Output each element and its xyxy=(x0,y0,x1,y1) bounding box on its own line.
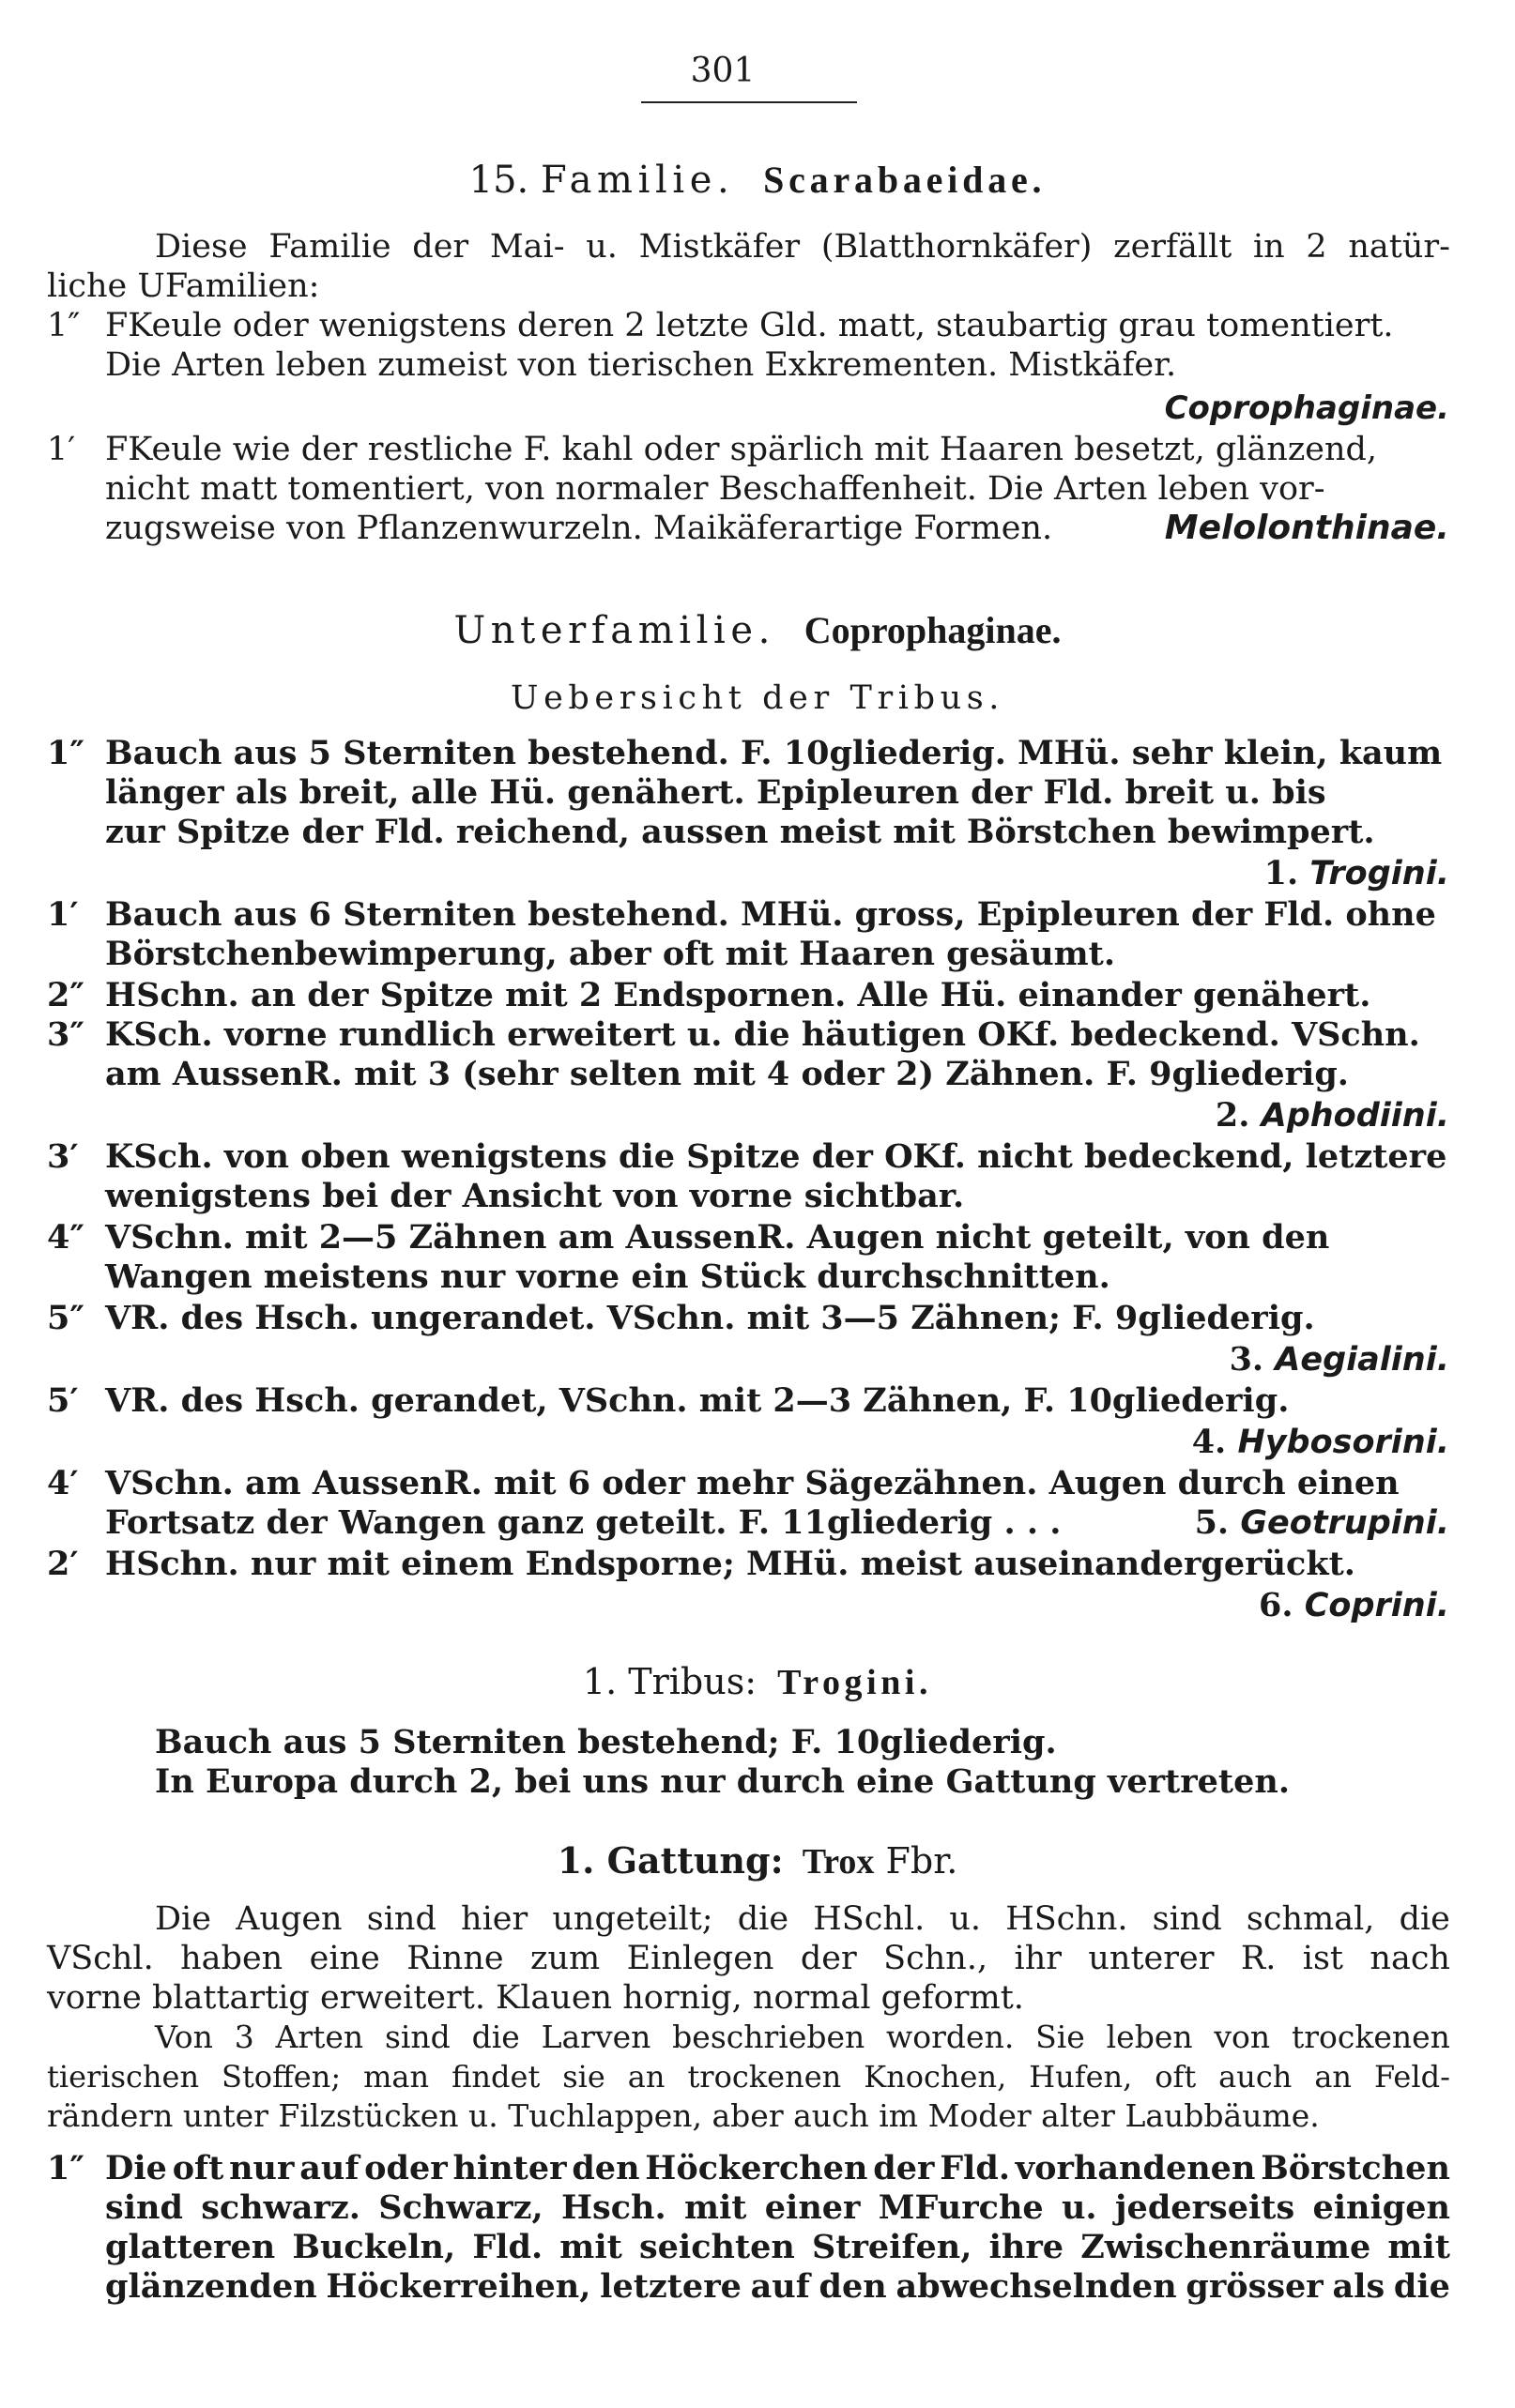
word: der xyxy=(412,228,469,266)
tribe-key-1-result-number: 1. xyxy=(1263,854,1299,892)
species-key-line-4 xyxy=(105,2267,1450,2307)
tribe-key-5-line-2: wenigstens bei der Ansicht von vorne sichtbar. xyxy=(105,1177,965,1215)
family-heading-prefix: 15. xyxy=(468,159,529,202)
family-key-2-result: Melolonthinae. xyxy=(1164,509,1449,547)
tribe-key-5-number: 3′ xyxy=(47,1137,79,1176)
word: grösser xyxy=(1186,2267,1324,2306)
tribe-key-1-result xyxy=(1264,854,1449,893)
tribe-key-2-line-2: Börstchenbewimperung, aber oft mit Haaren gesäumt. xyxy=(105,935,1116,973)
tribe-key-10-result xyxy=(1259,1586,1449,1625)
genus-text-line-4 xyxy=(155,2018,1450,2057)
family-key-2-line-3: zugsweise von Pflanzenwurzeln. Maikäferartige Formen. xyxy=(105,510,1053,547)
word: haben xyxy=(180,1940,283,1977)
word: eine xyxy=(309,1940,380,1977)
family-key-2-line-2: nicht matt tomentiert, von normaler Beschaffenheit. Die Arten leben vor- xyxy=(105,470,1325,508)
word: Fld. xyxy=(472,2228,543,2266)
word: HSchl. xyxy=(813,1900,926,1938)
word: Familie xyxy=(268,228,391,266)
tribe-key-2-line-1: Bauch aus 6 Sterniten bestehend. MHü. gross, Epipleuren der Fld. ohne xyxy=(105,895,1436,934)
word: den xyxy=(572,2149,640,2187)
word: MFurche xyxy=(878,2188,1044,2227)
family-intro-line-2: liche UFamilien: xyxy=(47,267,320,305)
word: von xyxy=(1214,2019,1271,2055)
word: natür- xyxy=(1348,228,1450,266)
family-heading-word: Familie. xyxy=(540,159,735,202)
word: Buckeln, xyxy=(292,2228,456,2266)
word: an xyxy=(627,2059,666,2095)
word: zerfällt xyxy=(1113,228,1232,266)
word: Höckerchen xyxy=(645,2149,868,2187)
word: 3 xyxy=(234,2019,254,2055)
word: nur xyxy=(229,2149,295,2187)
species-key-number: 1″ xyxy=(47,2149,84,2187)
tribe-key-8-result-number: 4. xyxy=(1191,1423,1227,1461)
tribe-key-7-result-name: Aegialini. xyxy=(1275,1341,1449,1379)
word: ihre xyxy=(988,2228,1064,2266)
word: mit xyxy=(559,2228,622,2266)
tribe-key-1-number: 1″ xyxy=(47,734,84,772)
word: u. xyxy=(949,1900,982,1938)
tribe-text-line-2: In Europa durch 2, bei uns nur durch eine Gattung vertreten. xyxy=(155,1762,1291,1801)
tribe-key-8-line-1: VR. des Hsch. gerandet, VSchn. mit 2—3 Zähnen, F. 10gliederig. xyxy=(105,1381,1290,1420)
tribe-key-7-number: 5″ xyxy=(47,1299,84,1337)
word: schwarz. xyxy=(201,2188,360,2227)
family-key-1-result: Coprophaginae. xyxy=(1164,389,1449,427)
genus-heading-name: Trox xyxy=(802,1842,875,1882)
word: Streifen, xyxy=(812,2228,972,2266)
word: unterer xyxy=(1088,1940,1215,1977)
genus-text-line-2 xyxy=(47,1939,1450,1978)
word: sind xyxy=(366,1900,436,1938)
word: abwechselnden xyxy=(895,2267,1177,2306)
tribe-key-1-result-name: Trogini. xyxy=(1309,855,1449,892)
word: ist xyxy=(1302,1940,1343,1977)
family-key-1-line-2: Die Arten leben zumeist von tierischen Exkrementen. Mistkäfer. xyxy=(105,346,1177,384)
word: jederseits xyxy=(1114,2188,1295,2227)
tribe-key-9-line-1: VSchn. am AussenR. mit 6 oder mehr Sägezähnen. Augen durch einen xyxy=(105,1464,1400,1502)
word: letztere xyxy=(600,2267,742,2306)
word: Feld- xyxy=(1373,2059,1450,2095)
word: vorhandenen xyxy=(1015,2149,1256,2187)
word: u. xyxy=(1061,2188,1097,2227)
tribes-overview-title: Uebersicht der Tribus. xyxy=(510,679,1005,717)
word: der xyxy=(800,1940,857,1977)
family-heading-name: Scarabaeidae. xyxy=(763,159,1047,201)
word: Sie xyxy=(1035,2019,1085,2055)
word: 2 xyxy=(1306,228,1327,266)
word: sie xyxy=(562,2059,605,2095)
tribe-key-9-result xyxy=(1195,1503,1449,1543)
tribe-key-9-result-name: Geotrupini. xyxy=(1240,1504,1449,1542)
word: u. xyxy=(586,228,618,266)
species-key-line-3 xyxy=(105,2228,1450,2267)
word: ungeteilt; xyxy=(552,1900,713,1938)
tribe-key-7-line-1: VR. des Hsch. ungerandet. VSchn. mit 3—5 Zähnen; F. 9gliederig. xyxy=(105,1299,1315,1337)
family-key-2-number: 1′ xyxy=(47,431,76,468)
tribe-key-4-result-number: 2. xyxy=(1215,1096,1250,1135)
family-heading xyxy=(0,158,1515,202)
word: worden. xyxy=(886,2019,1015,2055)
tribe-key-4-result xyxy=(1216,1096,1449,1135)
subfamily-heading-name: Coprophaginae. xyxy=(803,609,1062,651)
word: Die xyxy=(155,1900,211,1938)
tribe-key-8-number: 5′ xyxy=(47,1381,79,1420)
subfamily-heading-word: Unterfamilie. xyxy=(453,609,775,652)
word: Börstchen xyxy=(1261,2149,1450,2187)
word: auch xyxy=(1218,2059,1293,2095)
word: Hsch. xyxy=(560,2188,666,2227)
tribe-key-10-result-name: Coprini. xyxy=(1304,1587,1449,1624)
word: Einlegen xyxy=(626,1940,774,1977)
word: sind xyxy=(1152,1900,1222,1938)
word: mit xyxy=(683,2188,747,2227)
family-key-1-number: 1″ xyxy=(47,307,81,344)
tribe-key-4-number: 3″ xyxy=(47,1015,84,1054)
tribe-key-10-line-1: HSchn. nur mit einem Endsporne; MHü. meist auseinandergerückt. xyxy=(105,1545,1355,1583)
genus-text-line-6: rändern unter Filzstücken u. Tuchlappen, aber auch im Moder alter Laubbäume. xyxy=(47,2097,1320,2134)
tribe-key-9-result-number: 5. xyxy=(1194,1503,1230,1542)
species-key-line-1 xyxy=(105,2149,1450,2188)
word: die xyxy=(737,1900,789,1938)
word: einigen xyxy=(1312,2188,1450,2227)
word: man xyxy=(363,2059,430,2095)
word: auf xyxy=(299,2149,360,2187)
word: oder xyxy=(364,2149,448,2187)
tribe-key-6-line-2: Wangen meistens nur vorne ein Stück durchschnitten. xyxy=(105,1257,1110,1296)
tribe-key-4-line-2: am AussenR. mit 3 (sehr selten mit 4 oder 2) Zähnen. F. 9gliederig. xyxy=(105,1055,1349,1093)
word: (Blatthornkäfer) xyxy=(820,228,1093,266)
word: die xyxy=(1399,1900,1450,1938)
word: sind xyxy=(384,2019,451,2055)
word: mit xyxy=(1387,2228,1450,2266)
tribe-key-4-line-1: KSch. vorne rundlich erweitert u. die häutigen OKf. bedeckend. VSchn. xyxy=(105,1015,1420,1054)
word: als xyxy=(1332,2267,1385,2306)
tribe-key-5-line-1: KSch. von oben wenigstens die Spitze der OKf. nicht bedeckend, letztere xyxy=(105,1137,1447,1176)
tribe-key-9-line-2: Fortsatz der Wangen ganz geteilt. F. 11gliederig . . . xyxy=(105,1503,1062,1542)
word: zum xyxy=(530,1940,601,1977)
tribe-key-8-result-name: Hybosorini. xyxy=(1237,1424,1449,1461)
word: leben xyxy=(1106,2019,1193,2055)
word: sind xyxy=(105,2188,183,2227)
word: Mai- xyxy=(489,228,565,266)
genus-heading-author: Fbr. xyxy=(885,1840,958,1882)
word: HSchn. xyxy=(1005,1900,1128,1938)
tribe-heading-prefix: 1. Tribus: xyxy=(582,1661,758,1702)
genus-text-line-5 xyxy=(47,2057,1450,2096)
word: oft xyxy=(1155,2059,1197,2095)
word: Arten xyxy=(275,2019,364,2055)
word: Knochen, xyxy=(864,2059,1007,2095)
family-key-1-line-1: FKeule oder wenigstens deren 2 letzte Gld. matt, staubartig grau tomentiert. xyxy=(105,307,1394,344)
genus-text-line-3: vorne blattartig erweitert. Klauen hornig, normal geformt. xyxy=(47,1979,1024,2017)
word: findet xyxy=(451,2059,541,2095)
word: Fld. xyxy=(940,2149,1011,2187)
tribe-key-6-number: 4″ xyxy=(47,1218,84,1257)
word: glatteren xyxy=(105,2228,276,2266)
family-key-2-line-1: FKeule wie der restliche F. kahl oder spärlich mit Haaren besetzt, glänzend, xyxy=(105,431,1378,468)
word: trockenen xyxy=(687,2059,842,2095)
tribe-key-8-result xyxy=(1192,1423,1449,1462)
word: Larven xyxy=(541,2019,651,2055)
tribe-key-7-result xyxy=(1230,1340,1449,1379)
tribe-key-3-line-1: HSchn. an der Spitze mit 2 Endspornen. Alle Hü. einander genähert. xyxy=(105,976,1371,1014)
word: an xyxy=(1314,2059,1353,2095)
tribe-key-1-line-3: zur Spitze der Fld. reichend, aussen meist mit Börstchen bewimpert. xyxy=(105,813,1375,851)
tribe-key-1-line-1: Bauch aus 5 Sterniten bestehend. F. 10gliederig. MHü. sehr klein, kaum xyxy=(105,734,1443,772)
page-number: 301 xyxy=(690,52,756,90)
word: auf xyxy=(750,2267,810,2306)
word: der xyxy=(873,2149,935,2187)
species-key-line-2 xyxy=(105,2188,1450,2228)
word: trockenen xyxy=(1291,2019,1450,2055)
page-number-rule xyxy=(641,101,857,103)
tribe-heading-name: Trogini. xyxy=(777,1663,933,1702)
word: in xyxy=(1252,228,1285,266)
word: Zwischenräume xyxy=(1080,2228,1371,2266)
subfamily-heading xyxy=(0,608,1515,652)
word: hinter xyxy=(452,2149,567,2187)
word: Schwarz, xyxy=(378,2188,543,2227)
word: Schn., xyxy=(883,1940,988,1977)
word: Hufen, xyxy=(1029,2059,1133,2095)
word: Von xyxy=(155,2019,213,2055)
word: Mistkäfer xyxy=(638,228,801,266)
word: nach xyxy=(1370,1940,1450,1977)
word: die xyxy=(1393,2267,1450,2306)
tribe-key-7-result-number: 3. xyxy=(1229,1340,1264,1379)
word: Die xyxy=(105,2149,167,2187)
word: R. xyxy=(1240,1940,1277,1977)
word: oft xyxy=(172,2149,224,2187)
genus-text-line-1 xyxy=(155,1899,1450,1939)
word: Stoffen; xyxy=(222,2059,342,2095)
word: einer xyxy=(764,2188,861,2227)
tribe-heading xyxy=(0,1661,1515,1703)
word: den xyxy=(819,2267,887,2306)
word: Diese xyxy=(155,228,248,266)
word: schmal, xyxy=(1246,1900,1375,1938)
tribe-key-6-line-1: VSchn. mit 2—5 Zähnen am AussenR. Augen nicht geteilt, von den xyxy=(105,1218,1330,1257)
word: tierischen xyxy=(47,2059,200,2095)
word: beschrieben xyxy=(672,2019,865,2055)
tribe-key-4-result-name: Aphodiini. xyxy=(1261,1097,1449,1135)
word: glänzenden xyxy=(105,2267,317,2306)
tribe-key-10-number: 2′ xyxy=(47,1545,79,1583)
tribe-key-2-number: 1′ xyxy=(47,895,79,934)
word: VSchl. xyxy=(47,1940,154,1977)
word: Höckerreihen, xyxy=(326,2267,591,2306)
tribe-key-10-result-number: 6. xyxy=(1259,1586,1293,1624)
word: hier xyxy=(461,1900,528,1938)
tribe-key-9-number: 4′ xyxy=(47,1464,79,1502)
tribe-key-1-line-2: länger als breit, alle Hü. genähert. Epipleuren der Fld. breit u. bis xyxy=(105,773,1326,812)
family-intro-line-1 xyxy=(155,227,1450,267)
genus-heading xyxy=(0,1839,1515,1882)
genus-heading-prefix: 1. Gattung: xyxy=(557,1839,784,1882)
tribe-text-line-1: Bauch aus 5 Sterniten bestehend; F. 10gliederig. xyxy=(155,1723,1057,1761)
word: die xyxy=(471,2019,520,2055)
word: seichten xyxy=(638,2228,795,2266)
tribe-key-3-number: 2″ xyxy=(47,976,84,1014)
word: Rinne xyxy=(406,1940,504,1977)
word: Augen xyxy=(236,1900,343,1938)
word: ihr xyxy=(1014,1940,1062,1977)
